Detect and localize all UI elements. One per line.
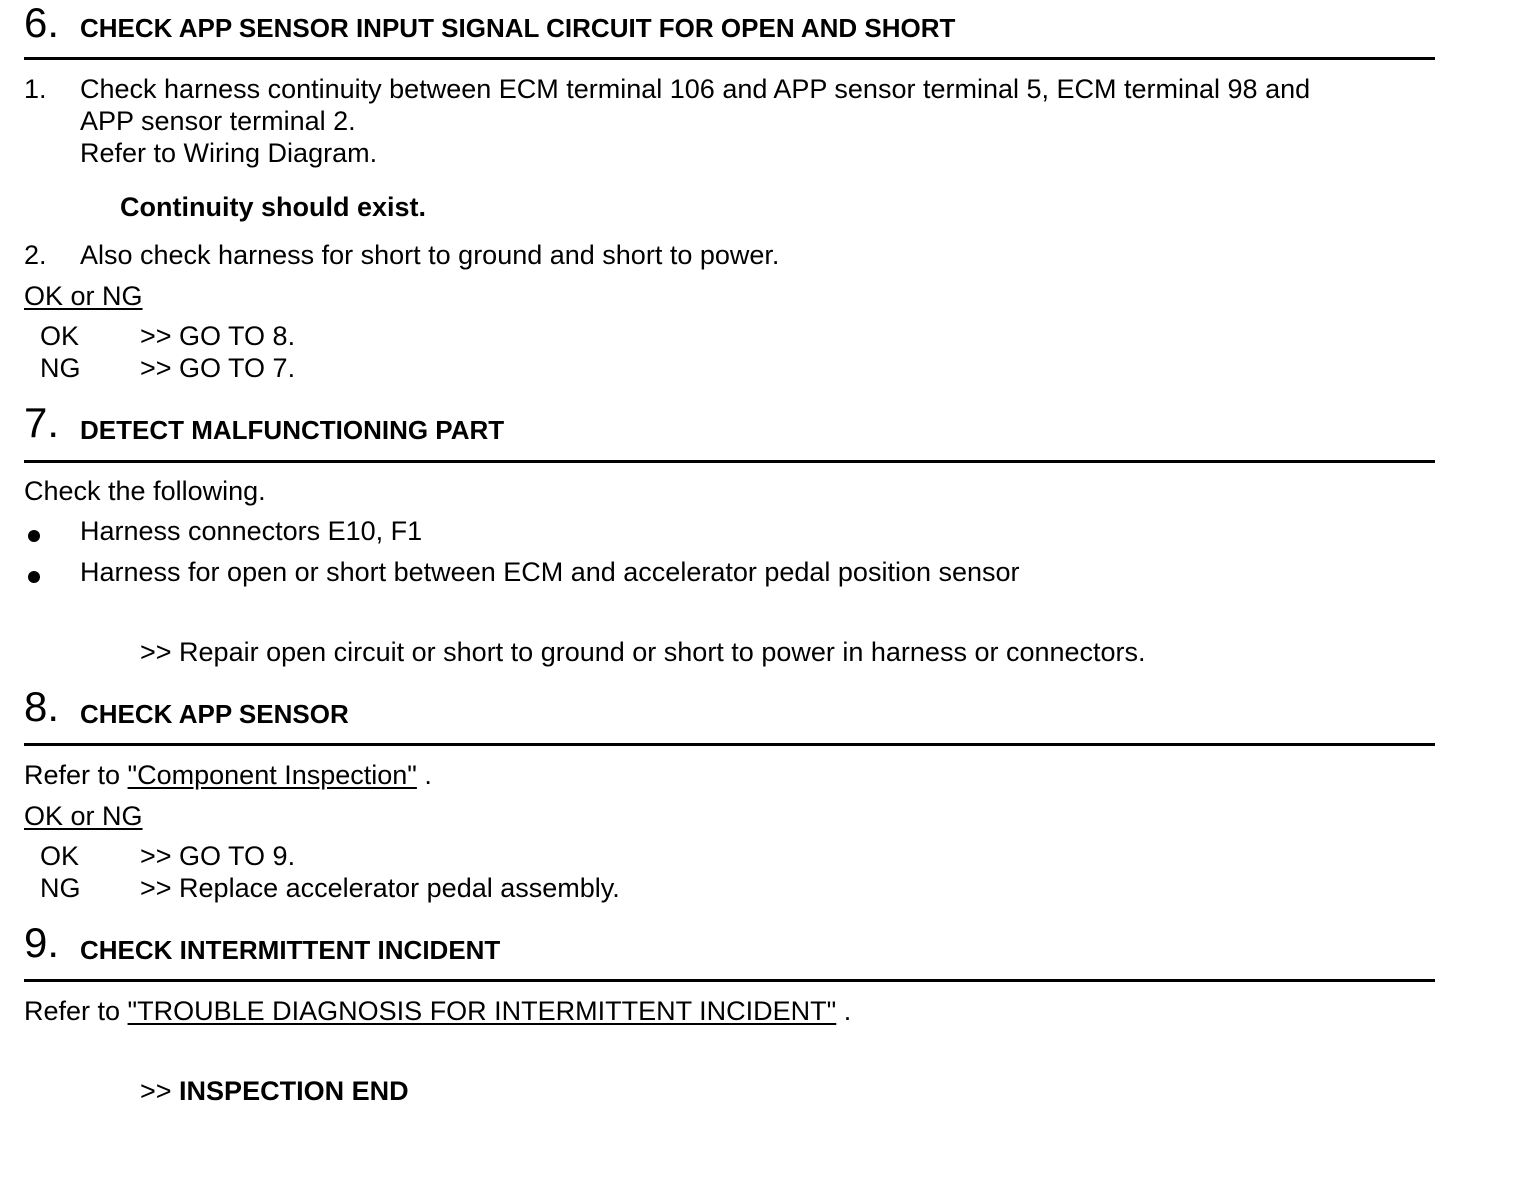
refer-suffix: .: [416, 760, 432, 790]
refer-prefix: Refer to: [24, 760, 128, 790]
repair-action: >> Repair open circuit or short to ground or short to power in harness or connectors.: [140, 637, 1146, 667]
step-number: 8.: [24, 683, 60, 730]
refer-line: [24, 759, 432, 791]
specification-text: Continuity should exist.: [120, 192, 427, 222]
instruction-text: Check the following.: [24, 476, 266, 506]
ok-label: OK: [40, 841, 80, 871]
ng-action: >> GO TO 7.: [140, 353, 296, 383]
component-inspection-link[interactable]: "Component Inspection": [127, 760, 417, 790]
ok-action: >> GO TO 9.: [140, 841, 296, 871]
ng-label: NG: [40, 353, 81, 383]
step-title: CHECK INTERMITTENT INCIDENT: [80, 935, 501, 965]
list-item: Harness connectors E10, F1: [80, 516, 423, 546]
ng-action: >> Replace accelerator pedal assembly.: [140, 873, 620, 903]
list-number: 1.: [24, 74, 47, 104]
ok-label: OK: [40, 321, 80, 351]
instruction-text: Check harness continuity between ECM terminal 106 and APP sensor terminal 5, ECM terminal 98 and: [80, 74, 1311, 104]
refer-prefix: Refer to: [24, 996, 128, 1026]
instruction-text: Also check harness for short to ground and short to power.: [80, 240, 780, 270]
end-prefix: >>: [140, 1076, 180, 1106]
section-divider: [24, 979, 1435, 982]
end-text: INSPECTION END: [179, 1076, 409, 1106]
ng-label: NG: [40, 873, 81, 903]
ok-action: >> GO TO 8.: [140, 321, 296, 351]
section-divider: [24, 743, 1435, 746]
step-number: 7.: [24, 399, 60, 446]
intermittent-incident-link[interactable]: "TROUBLE DIAGNOSIS FOR INTERMITTENT INCIDENT": [127, 996, 837, 1026]
step-title: CHECK APP SENSOR INPUT SIGNAL CIRCUIT FOR OPEN AND SHORT: [80, 13, 956, 43]
refer-line: [24, 995, 851, 1027]
bullet-icon: [28, 571, 40, 583]
inspection-end: [140, 1075, 409, 1107]
result-header: OK or NG: [24, 801, 143, 831]
section-divider: [24, 57, 1435, 60]
list-item: Harness for open or short between ECM and accelerator pedal position sensor: [80, 557, 1020, 587]
instruction-text: APP sensor terminal 2.: [80, 106, 356, 136]
instruction-text: Refer to Wiring Diagram.: [80, 138, 378, 168]
step-title: CHECK APP SENSOR: [80, 699, 349, 729]
step-title: DETECT MALFUNCTIONING PART: [80, 415, 505, 445]
refer-suffix: .: [836, 996, 852, 1026]
step-number: 9.: [24, 919, 60, 966]
step-number: 6.: [24, 0, 60, 46]
bullet-icon: [28, 530, 40, 542]
list-number: 2.: [24, 240, 47, 270]
section-divider: [24, 460, 1435, 463]
result-header: OK or NG: [24, 281, 143, 311]
